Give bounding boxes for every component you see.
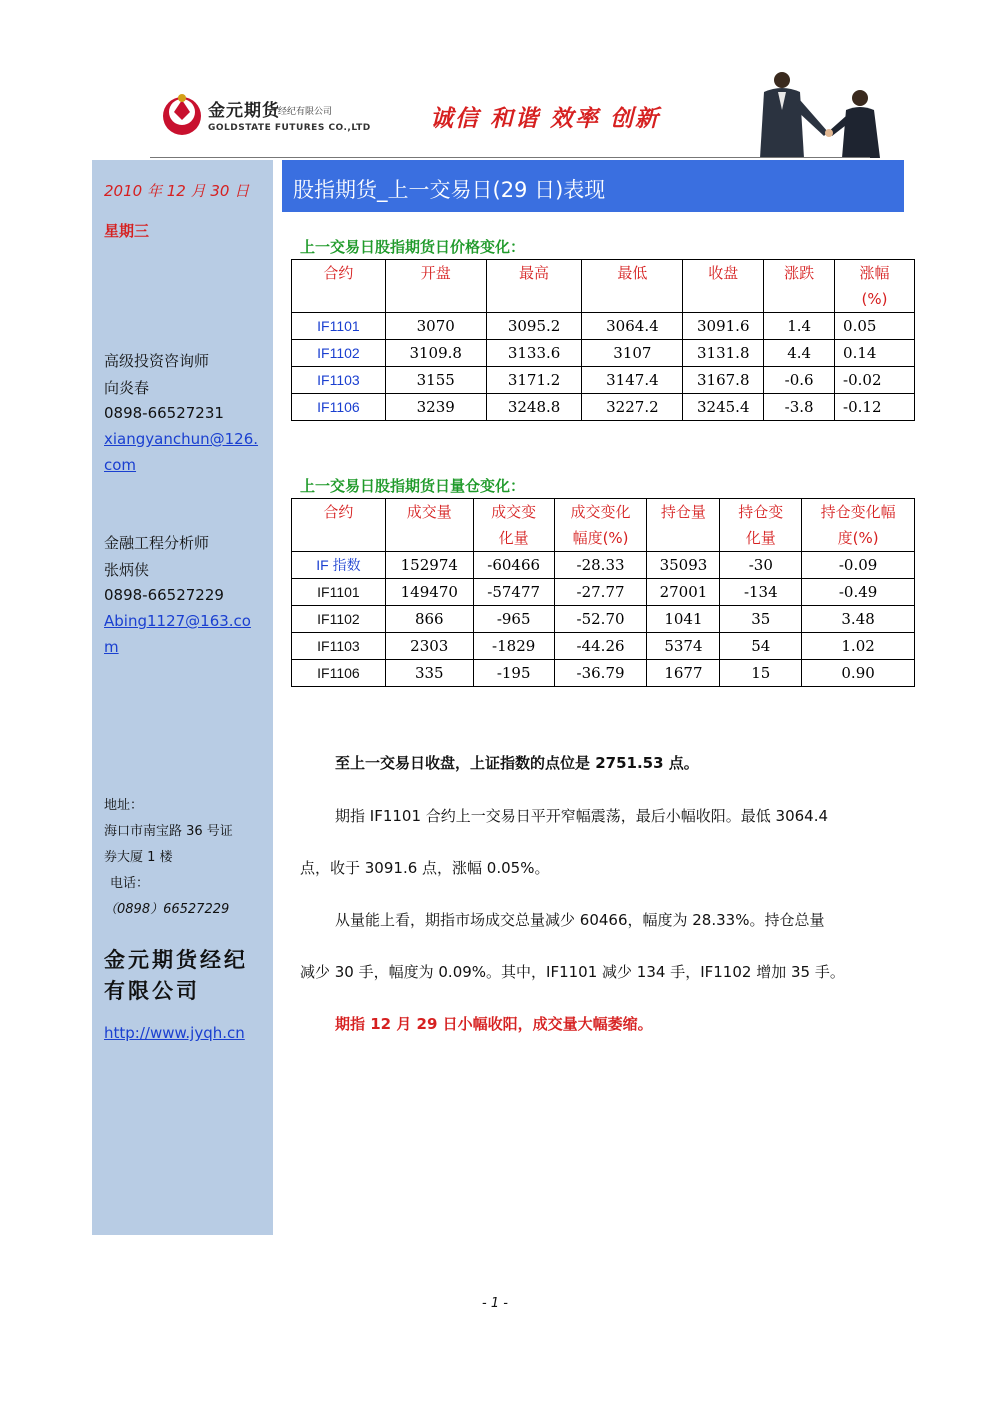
table-row: [292, 633, 915, 660]
paragraph-index-close: 至上一交易日收盘，上证指数的点位是 2751.53 点。: [335, 754, 699, 772]
table-cell: 0.14: [835, 340, 915, 367]
report-weekday: 星期三: [104, 222, 150, 240]
volume_table-header-0: 合约: [292, 499, 386, 552]
price_table-header-4: 收盘: [683, 260, 764, 313]
phone-value: （0898）66527229: [104, 902, 230, 917]
analyst2-name: 张炳侠: [104, 561, 150, 579]
website-link[interactable]: http://www.jyqh.cn: [104, 1024, 245, 1042]
table-cell: 866: [385, 606, 473, 633]
analyst1-phone: 0898-66527231: [104, 404, 224, 422]
table-cell: -27.77: [554, 579, 647, 606]
logo-name-en: GOLDSTATE FUTURES CO.,LTD: [208, 123, 371, 133]
table-cell: 3064.4: [582, 313, 683, 340]
page-header: [150, 70, 900, 158]
table-cell: 35: [720, 606, 802, 633]
table-cell: 0.05: [835, 313, 915, 340]
price-table-title: 上一交易日股指期货日价格变化：: [300, 238, 526, 256]
table-cell: -965: [473, 606, 554, 633]
address-line1: 海口市南宝路 36 号证: [104, 824, 233, 839]
paragraph-summary: 期指 12 月 29 日小幅收阳，成交量大幅萎缩。: [335, 1015, 653, 1033]
header-divider: [150, 157, 870, 158]
table-row: [292, 579, 915, 606]
table-cell: 3133.6: [486, 340, 582, 367]
analyst1-email-link[interactable]: xiangyanchun@126.com: [104, 430, 259, 474]
table-cell: -0.02: [835, 367, 915, 394]
logo-name-cn-sub: 经纪有限公司: [278, 107, 333, 117]
table-row: [292, 552, 915, 579]
contract-code: IF1106: [292, 394, 386, 421]
volume-position-table: [291, 498, 915, 687]
table-cell: 54: [720, 633, 802, 660]
table-cell: 335: [385, 660, 473, 687]
contract-code: IF1102: [292, 606, 386, 633]
table-cell: 27001: [647, 579, 720, 606]
report-date: 2010 年 12 月 30 日: [104, 182, 250, 200]
table-row: [292, 660, 915, 687]
table-cell: 1041: [647, 606, 720, 633]
table-cell: -57477: [473, 579, 554, 606]
handshake-illustration-icon: [730, 70, 900, 158]
contract-code: IF1106: [292, 660, 386, 687]
price_table-header-3: 最低: [582, 260, 683, 313]
page-number: - 1 -: [482, 1296, 508, 1311]
table-cell: 3227.2: [582, 394, 683, 421]
contract-code: IF1101: [292, 579, 386, 606]
volume-table-title: 上一交易日股指期货日量仓变化：: [300, 477, 526, 495]
company-name: 金元期货经纪有限公司: [104, 948, 248, 1003]
table-cell: 3171.2: [486, 367, 582, 394]
contract-code: IF1102: [292, 340, 386, 367]
table-cell: 3167.8: [683, 367, 764, 394]
volume_table-header-2: 成交变 化量: [473, 499, 554, 552]
table-cell: 35093: [647, 552, 720, 579]
company-slogan: 诚信 和谐 效率 创新: [430, 106, 661, 132]
volume-table-header-row: [292, 499, 915, 552]
analyst1-title: 高级投资咨询师: [104, 352, 210, 370]
table-cell: 0.90: [802, 660, 915, 687]
analyst2-email-link[interactable]: Abing1127@163.com: [104, 612, 251, 656]
table-cell: 3155: [385, 367, 486, 394]
report-title-bar: [282, 160, 904, 212]
phone-label: 电话：: [110, 876, 150, 891]
table-cell: 3070: [385, 313, 486, 340]
table-cell: -195: [473, 660, 554, 687]
paragraph-volume-line2: 减少 30 手，幅度为 0.09%。其中，IF1101 减少 134 手，IF1102 增加 35 手。: [300, 963, 845, 981]
contract-code: IF 指数: [292, 552, 386, 579]
table-row: [292, 606, 915, 633]
table-cell: 4.4: [764, 340, 835, 367]
price_table-header-5: 涨跌: [764, 260, 835, 313]
table-cell: -36.79: [554, 660, 647, 687]
address-label: 地址：: [104, 798, 144, 813]
table-cell: 3245.4: [683, 394, 764, 421]
table-cell: 3248.8: [486, 394, 582, 421]
table-cell: 5374: [647, 633, 720, 660]
table-cell: -0.49: [802, 579, 915, 606]
sidebar: [92, 160, 273, 1235]
price_table-header-1: 开盘: [385, 260, 486, 313]
price_table-header-6: 涨幅 (%): [835, 260, 915, 313]
table-cell: 149470: [385, 579, 473, 606]
table-cell: -0.09: [802, 552, 915, 579]
logo-name-cn: 金元期货: [208, 101, 280, 121]
volume_table-header-5: 持仓变 化量: [720, 499, 802, 552]
volume_table-header-4: 持仓量: [647, 499, 720, 552]
table-cell: -60466: [473, 552, 554, 579]
report-title: 股指期货_上一交易日(29 日)表现: [293, 178, 606, 202]
price_table-header-0: 合约: [292, 260, 386, 313]
table-row: [292, 394, 915, 421]
table-cell: 15: [720, 660, 802, 687]
table-cell: 3131.8: [683, 340, 764, 367]
table-cell: 152974: [385, 552, 473, 579]
volume_table-header-6: 持仓变化幅 度(%): [802, 499, 915, 552]
paragraph-volume-line1: 从量能上看，期指市场成交总量减少 60466，幅度为 28.33%。持仓总量: [335, 911, 825, 929]
company-logo-icon: [162, 90, 202, 138]
table-row: [292, 367, 915, 394]
table-cell: -1829: [473, 633, 554, 660]
table-cell: -30: [720, 552, 802, 579]
analyst2-phone: 0898-66527229: [104, 586, 224, 604]
price-change-table: [291, 259, 915, 421]
table-cell: 3239: [385, 394, 486, 421]
table-cell: 1677: [647, 660, 720, 687]
address-line2: 券大厦 1 楼: [104, 850, 173, 865]
contract-code: IF1101: [292, 313, 386, 340]
table-cell: -28.33: [554, 552, 647, 579]
table-cell: 2303: [385, 633, 473, 660]
table-cell: 1.02: [802, 633, 915, 660]
table-row: [292, 313, 915, 340]
price-table-body: [292, 313, 915, 421]
table-cell: 3.48: [802, 606, 915, 633]
price_table-header-2: 最高: [486, 260, 582, 313]
table-cell: 1.4: [764, 313, 835, 340]
analyst2-title: 金融工程分析师: [104, 534, 210, 552]
analyst1-name: 向炎春: [104, 379, 150, 397]
contract-code: IF1103: [292, 367, 386, 394]
table-cell: -3.8: [764, 394, 835, 421]
table-cell: -0.6: [764, 367, 835, 394]
table-cell: -0.12: [835, 394, 915, 421]
volume_table-header-1: 成交量: [385, 499, 473, 552]
table-cell: -44.26: [554, 633, 647, 660]
price-table-header-row: [292, 260, 915, 313]
table-row: [292, 340, 915, 367]
paragraph-if1101-line2: 点，收于 3091.6 点，涨幅 0.05%。: [300, 859, 550, 877]
table-cell: 3091.6: [683, 313, 764, 340]
table-cell: 3109.8: [385, 340, 486, 367]
paragraph-if1101-line1: 期指 IF1101 合约上一交易日平开窄幅震荡，最后小幅收阳。最低 3064.4: [335, 807, 829, 825]
contract-code: IF1103: [292, 633, 386, 660]
volume_table-header-3: 成交变化 幅度(%): [554, 499, 647, 552]
table-cell: 3147.4: [582, 367, 683, 394]
table-cell: -52.70: [554, 606, 647, 633]
table-cell: -134: [720, 579, 802, 606]
table-cell: 3095.2: [486, 313, 582, 340]
table-cell: 3107: [582, 340, 683, 367]
volume-table-body: [292, 552, 915, 687]
